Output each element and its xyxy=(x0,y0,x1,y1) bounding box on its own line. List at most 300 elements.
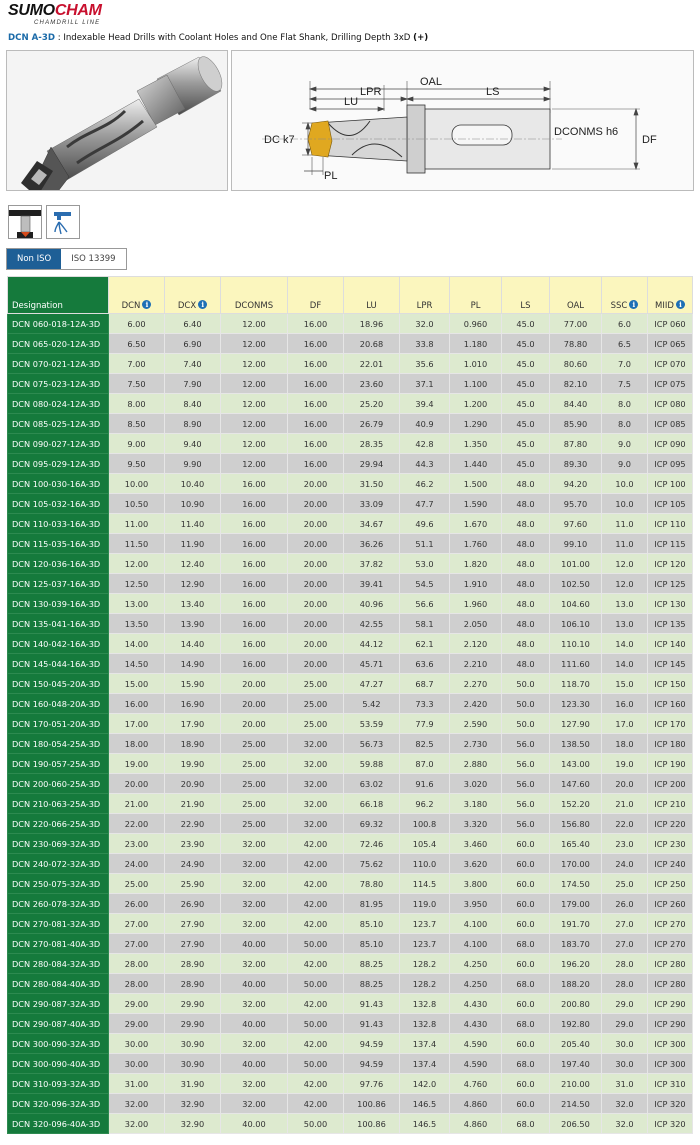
specification-table xyxy=(7,276,693,1134)
designation-cell[interactable]: DCN 280-084-40A-3D xyxy=(8,974,109,994)
value-cell-lu: 59.88 xyxy=(344,754,400,774)
value-cell-lu: 85.10 xyxy=(344,934,400,954)
value-cell-ssc: 15.0 xyxy=(602,674,648,694)
value-cell-miid: ICP 220 xyxy=(648,814,693,834)
designation-cell[interactable]: DCN 320-096-32A-3D xyxy=(8,1094,109,1114)
value-cell-oal: 191.70 xyxy=(550,914,602,934)
value-cell-ssc: 9.0 xyxy=(602,454,648,474)
value-cell-dcn: 24.00 xyxy=(109,854,165,874)
col-header-ssc[interactable]: SSC i xyxy=(602,277,648,314)
col-header-dconms[interactable]: DCONMS xyxy=(221,277,288,314)
value-cell-df: 16.00 xyxy=(288,314,344,334)
designation-cell[interactable]: DCN 125-037-16A-3D xyxy=(8,574,109,594)
value-cell-lpr: 39.4 xyxy=(400,394,450,414)
value-cell-dcx: 7.90 xyxy=(165,374,221,394)
value-cell-lu: 29.94 xyxy=(344,454,400,474)
table-row[interactable] xyxy=(8,834,693,854)
table-row[interactable] xyxy=(8,894,693,914)
info-icon[interactable]: i xyxy=(676,300,685,309)
value-cell-lu: 53.59 xyxy=(344,714,400,734)
designation-cell[interactable]: DCN 270-081-40A-3D xyxy=(8,934,109,954)
designation-cell[interactable]: DCN 150-045-20A-3D xyxy=(8,674,109,694)
value-cell-pl: 4.250 xyxy=(450,974,502,994)
value-cell-lpr: 123.7 xyxy=(400,934,450,954)
table-row[interactable] xyxy=(8,994,693,1014)
value-cell-dcx: 15.90 xyxy=(165,674,221,694)
value-cell-dcx: 27.90 xyxy=(165,934,221,954)
col-header-designation[interactable]: Designation xyxy=(8,277,109,314)
value-cell-ssc: 11.0 xyxy=(602,534,648,554)
value-cell-dconms: 12.00 xyxy=(221,454,288,474)
value-cell-dcx: 30.90 xyxy=(165,1034,221,1054)
table-row[interactable] xyxy=(8,914,693,934)
value-cell-dconms: 16.00 xyxy=(221,594,288,614)
value-cell-miid: ICP 135 xyxy=(648,614,693,634)
value-cell-pl: 3.460 xyxy=(450,834,502,854)
value-cell-ls: 48.0 xyxy=(502,594,550,614)
value-cell-ssc: 29.0 xyxy=(602,994,648,1014)
value-cell-lpr: 96.2 xyxy=(400,794,450,814)
value-cell-miid: ICP 260 xyxy=(648,894,693,914)
value-cell-dconms: 40.00 xyxy=(221,1014,288,1034)
designation-cell[interactable]: DCN 290-087-32A-3D xyxy=(8,994,109,1014)
value-cell-pl: 2.880 xyxy=(450,754,502,774)
tab-iso-13399[interactable]: ISO 13399 xyxy=(61,249,125,269)
value-cell-miid: ICP 140 xyxy=(648,634,693,654)
value-cell-dconms: 32.00 xyxy=(221,954,288,974)
value-cell-dcn: 14.50 xyxy=(109,654,165,674)
value-cell-dcx: 14.40 xyxy=(165,634,221,654)
value-cell-ls: 60.0 xyxy=(502,874,550,894)
value-cell-dcx: 28.90 xyxy=(165,954,221,974)
designation-cell[interactable]: DCN 250-075-32A-3D xyxy=(8,874,109,894)
value-cell-oal: 156.80 xyxy=(550,814,602,834)
table-row[interactable] xyxy=(8,614,693,634)
table-row[interactable] xyxy=(8,454,693,474)
designation-cell[interactable]: DCN 145-044-16A-3D xyxy=(8,654,109,674)
value-cell-lpr: 35.6 xyxy=(400,354,450,374)
value-cell-lu: 45.71 xyxy=(344,654,400,674)
col-header-df[interactable]: DF xyxy=(288,277,344,314)
value-cell-pl: 4.250 xyxy=(450,954,502,974)
value-cell-miid: ICP 060 xyxy=(648,314,693,334)
table-row[interactable] xyxy=(8,494,693,514)
value-cell-df: 50.00 xyxy=(288,1014,344,1034)
designation-cell[interactable]: DCN 180-054-25A-3D xyxy=(8,734,109,754)
value-cell-lu: 69.32 xyxy=(344,814,400,834)
value-cell-ssc: 11.0 xyxy=(602,514,648,534)
col-header-ls[interactable]: LS xyxy=(502,277,550,314)
value-cell-dcx: 8.90 xyxy=(165,414,221,434)
col-header-dcx[interactable]: DCX i xyxy=(165,277,221,314)
designation-cell[interactable]: DCN 300-090-40A-3D xyxy=(8,1054,109,1074)
value-cell-dcn: 10.50 xyxy=(109,494,165,514)
value-cell-dcn: 28.00 xyxy=(109,974,165,994)
table-row[interactable] xyxy=(8,474,693,494)
value-cell-miid: ICP 270 xyxy=(648,914,693,934)
value-cell-dconms: 25.00 xyxy=(221,754,288,774)
value-cell-miid: ICP 210 xyxy=(648,794,693,814)
value-cell-dcx: 13.40 xyxy=(165,594,221,614)
value-cell-oal: 87.80 xyxy=(550,434,602,454)
value-cell-lpr: 49.6 xyxy=(400,514,450,534)
value-cell-ssc: 23.0 xyxy=(602,834,648,854)
value-cell-lpr: 68.7 xyxy=(400,674,450,694)
col-header-pl[interactable]: PL xyxy=(450,277,502,314)
expand-toggle[interactable]: (+) xyxy=(413,33,429,43)
designation-cell[interactable]: DCN 135-041-16A-3D xyxy=(8,614,109,634)
value-cell-lpr: 87.0 xyxy=(400,754,450,774)
value-cell-dcx: 31.90 xyxy=(165,1074,221,1094)
value-cell-oal: 110.10 xyxy=(550,634,602,654)
value-cell-ssc: 10.0 xyxy=(602,474,648,494)
table-row[interactable] xyxy=(8,434,693,454)
col-header-oal[interactable]: OAL xyxy=(550,277,602,314)
value-cell-oal: 138.50 xyxy=(550,734,602,754)
standard-tabs xyxy=(6,248,127,270)
designation-cell[interactable]: DCN 130-039-16A-3D xyxy=(8,594,109,614)
value-cell-oal: 82.10 xyxy=(550,374,602,394)
value-cell-dconms: 25.00 xyxy=(221,814,288,834)
designation-cell[interactable]: DCN 120-036-16A-3D xyxy=(8,554,109,574)
product-image xyxy=(6,50,228,191)
value-cell-dcx: 28.90 xyxy=(165,974,221,994)
designation-cell[interactable]: DCN 170-051-20A-3D xyxy=(8,714,109,734)
value-cell-lu: 18.96 xyxy=(344,314,400,334)
shank-icon xyxy=(8,205,42,239)
value-cell-oal: 210.00 xyxy=(550,1074,602,1094)
table-row[interactable] xyxy=(8,314,693,334)
value-cell-ssc: 17.0 xyxy=(602,714,648,734)
table-row[interactable] xyxy=(8,734,693,754)
designation-cell[interactable]: DCN 200-060-25A-3D xyxy=(8,774,109,794)
value-cell-lpr: 105.4 xyxy=(400,834,450,854)
value-cell-lpr: 77.9 xyxy=(400,714,450,734)
value-cell-oal: 205.40 xyxy=(550,1034,602,1054)
table-row[interactable] xyxy=(8,854,693,874)
value-cell-oal: 84.40 xyxy=(550,394,602,414)
value-cell-ls: 45.0 xyxy=(502,414,550,434)
value-cell-dcn: 22.00 xyxy=(109,814,165,834)
designation-cell[interactable]: DCN 320-096-40A-3D xyxy=(8,1114,109,1134)
value-cell-dcn: 13.00 xyxy=(109,594,165,614)
value-cell-miid: ICP 150 xyxy=(648,674,693,694)
value-cell-dcn: 14.00 xyxy=(109,634,165,654)
value-cell-pl: 2.420 xyxy=(450,694,502,714)
table-row[interactable] xyxy=(8,974,693,994)
value-cell-lpr: 63.6 xyxy=(400,654,450,674)
col-header-lpr[interactable]: LPR xyxy=(400,277,450,314)
table-row[interactable] xyxy=(8,794,693,814)
value-cell-dconms: 12.00 xyxy=(221,414,288,434)
value-cell-ssc: 21.0 xyxy=(602,794,648,814)
value-cell-oal: 77.00 xyxy=(550,314,602,334)
value-cell-dconms: 12.00 xyxy=(221,334,288,354)
value-cell-lpr: 100.8 xyxy=(400,814,450,834)
table-row[interactable] xyxy=(8,1014,693,1034)
table-row[interactable] xyxy=(8,534,693,554)
value-cell-ssc: 32.0 xyxy=(602,1114,648,1134)
value-cell-ls: 68.0 xyxy=(502,934,550,954)
designation-cell[interactable]: DCN 290-087-40A-3D xyxy=(8,1014,109,1034)
value-cell-lpr: 82.5 xyxy=(400,734,450,754)
table-row[interactable] xyxy=(8,714,693,734)
table-row[interactable] xyxy=(8,754,693,774)
value-cell-ssc: 6.5 xyxy=(602,334,648,354)
designation-cell[interactable]: DCN 065-020-12A-3D xyxy=(8,334,109,354)
value-cell-lpr: 32.0 xyxy=(400,314,450,334)
value-cell-miid: ICP 230 xyxy=(648,834,693,854)
value-cell-dconms: 32.00 xyxy=(221,834,288,854)
value-cell-df: 16.00 xyxy=(288,354,344,374)
value-cell-dcn: 6.50 xyxy=(109,334,165,354)
value-cell-oal: 104.60 xyxy=(550,594,602,614)
table-body xyxy=(8,314,693,1134)
value-cell-lpr: 128.2 xyxy=(400,954,450,974)
value-cell-df: 50.00 xyxy=(288,974,344,994)
value-cell-dcn: 10.00 xyxy=(109,474,165,494)
designation-cell[interactable]: DCN 100-030-16A-3D xyxy=(8,474,109,494)
value-cell-pl: 3.620 xyxy=(450,854,502,874)
designation-cell[interactable]: DCN 310-093-32A-3D xyxy=(8,1074,109,1094)
value-cell-ssc: 19.0 xyxy=(602,754,648,774)
table-row[interactable] xyxy=(8,594,693,614)
info-icon[interactable]: i xyxy=(198,300,207,309)
value-cell-pl: 4.760 xyxy=(450,1074,502,1094)
table-row[interactable] xyxy=(8,374,693,394)
value-cell-ls: 68.0 xyxy=(502,974,550,994)
table-row[interactable] xyxy=(8,354,693,374)
value-cell-dconms: 32.00 xyxy=(221,1094,288,1114)
table-row[interactable] xyxy=(8,514,693,534)
designation-cell[interactable]: DCN 260-078-32A-3D xyxy=(8,894,109,914)
value-cell-lu: 75.62 xyxy=(344,854,400,874)
value-cell-pl: 1.670 xyxy=(450,514,502,534)
value-cell-df: 25.00 xyxy=(288,714,344,734)
value-cell-pl: 2.730 xyxy=(450,734,502,754)
table-row[interactable] xyxy=(8,674,693,694)
value-cell-ls: 48.0 xyxy=(502,494,550,514)
table-row[interactable] xyxy=(8,774,693,794)
coolant-icon xyxy=(46,205,80,239)
designation-cell[interactable]: DCN 105-032-16A-3D xyxy=(8,494,109,514)
col-header-lu[interactable]: LU xyxy=(344,277,400,314)
info-icon[interactable]: i xyxy=(142,300,151,309)
value-cell-df: 20.00 xyxy=(288,654,344,674)
value-cell-ls: 45.0 xyxy=(502,394,550,414)
value-cell-oal: 102.50 xyxy=(550,574,602,594)
value-cell-oal: 196.20 xyxy=(550,954,602,974)
value-cell-dcx: 29.90 xyxy=(165,994,221,1014)
value-cell-df: 32.00 xyxy=(288,754,344,774)
value-cell-lpr: 47.7 xyxy=(400,494,450,514)
value-cell-ls: 68.0 xyxy=(502,1014,550,1034)
value-cell-dcx: 21.90 xyxy=(165,794,221,814)
value-cell-dcn: 13.50 xyxy=(109,614,165,634)
designation-cell[interactable]: DCN 085-025-12A-3D xyxy=(8,414,109,434)
table-row[interactable] xyxy=(8,654,693,674)
value-cell-dcx: 6.40 xyxy=(165,314,221,334)
value-cell-df: 32.00 xyxy=(288,734,344,754)
value-cell-pl: 0.960 xyxy=(450,314,502,334)
designation-cell[interactable]: DCN 240-072-32A-3D xyxy=(8,854,109,874)
designation-cell[interactable]: DCN 095-029-12A-3D xyxy=(8,454,109,474)
value-cell-dcn: 8.50 xyxy=(109,414,165,434)
designation-cell[interactable]: DCN 090-027-12A-3D xyxy=(8,434,109,454)
table-row[interactable] xyxy=(8,574,693,594)
value-cell-pl: 3.320 xyxy=(450,814,502,834)
value-cell-dconms: 40.00 xyxy=(221,934,288,954)
value-cell-lpr: 91.6 xyxy=(400,774,450,794)
value-cell-ssc: 7.0 xyxy=(602,354,648,374)
designation-cell[interactable]: DCN 140-042-16A-3D xyxy=(8,634,109,654)
value-cell-pl: 1.200 xyxy=(450,394,502,414)
value-cell-miid: ICP 105 xyxy=(648,494,693,514)
value-cell-ssc: 6.0 xyxy=(602,314,648,334)
value-cell-df: 16.00 xyxy=(288,374,344,394)
value-cell-dconms: 32.00 xyxy=(221,1074,288,1094)
value-cell-lu: 72.46 xyxy=(344,834,400,854)
value-cell-lu: 97.76 xyxy=(344,1074,400,1094)
value-cell-lpr: 62.1 xyxy=(400,634,450,654)
value-cell-pl: 4.430 xyxy=(450,994,502,1014)
value-cell-pl: 1.290 xyxy=(450,414,502,434)
value-cell-ssc: 28.0 xyxy=(602,954,648,974)
value-cell-lpr: 123.7 xyxy=(400,914,450,934)
product-description: Indexable Head Drills with Coolant Holes and One Flat Shank, Drilling Depth 3xD xyxy=(63,33,411,43)
designation-cell[interactable]: DCN 080-024-12A-3D xyxy=(8,394,109,414)
table-row[interactable] xyxy=(8,1094,693,1114)
value-cell-lpr: 142.0 xyxy=(400,1074,450,1094)
value-cell-ssc: 16.0 xyxy=(602,694,648,714)
table-row[interactable] xyxy=(8,954,693,974)
value-cell-dcn: 23.00 xyxy=(109,834,165,854)
value-cell-oal: 95.70 xyxy=(550,494,602,514)
value-cell-lpr: 137.4 xyxy=(400,1034,450,1054)
value-cell-df: 42.00 xyxy=(288,954,344,974)
table-row[interactable] xyxy=(8,334,693,354)
table-row[interactable] xyxy=(8,634,693,654)
value-cell-oal: 97.60 xyxy=(550,514,602,534)
value-cell-ls: 48.0 xyxy=(502,474,550,494)
value-cell-df: 50.00 xyxy=(288,1054,344,1074)
value-cell-miid: ICP 070 xyxy=(648,354,693,374)
value-cell-dconms: 16.00 xyxy=(221,474,288,494)
value-cell-dcx: 8.40 xyxy=(165,394,221,414)
value-cell-ssc: 30.0 xyxy=(602,1054,648,1074)
table-row[interactable] xyxy=(8,394,693,414)
designation-cell[interactable]: DCN 270-081-32A-3D xyxy=(8,914,109,934)
designation-cell[interactable]: DCN 110-033-16A-3D xyxy=(8,514,109,534)
value-cell-ls: 45.0 xyxy=(502,434,550,454)
value-cell-ssc: 14.0 xyxy=(602,654,648,674)
value-cell-df: 20.00 xyxy=(288,634,344,654)
table-row[interactable] xyxy=(8,1074,693,1094)
table-row[interactable] xyxy=(8,414,693,434)
value-cell-pl: 4.590 xyxy=(450,1054,502,1074)
value-cell-dconms: 12.00 xyxy=(221,394,288,414)
table-row[interactable] xyxy=(8,1034,693,1054)
dim-label-dc: DC k7 xyxy=(264,134,295,146)
info-icon[interactable]: i xyxy=(629,300,638,309)
value-cell-dcn: 31.00 xyxy=(109,1074,165,1094)
value-cell-miid: ICP 130 xyxy=(648,594,693,614)
table-row[interactable] xyxy=(8,814,693,834)
table-row[interactable] xyxy=(8,694,693,714)
value-cell-miid: ICP 320 xyxy=(648,1114,693,1134)
table-row[interactable] xyxy=(8,874,693,894)
value-cell-pl: 4.100 xyxy=(450,914,502,934)
value-cell-oal: 183.70 xyxy=(550,934,602,954)
designation-cell[interactable]: DCN 230-069-32A-3D xyxy=(8,834,109,854)
value-cell-oal: 118.70 xyxy=(550,674,602,694)
value-cell-pl: 1.010 xyxy=(450,354,502,374)
logo-tagline: CHAMDRILL LINE xyxy=(34,20,101,26)
designation-cell[interactable]: DCN 060-018-12A-3D xyxy=(8,314,109,334)
value-cell-dcx: 9.40 xyxy=(165,434,221,454)
designation-cell[interactable]: DCN 160-048-20A-3D xyxy=(8,694,109,714)
value-cell-dcn: 28.00 xyxy=(109,954,165,974)
designation-cell[interactable]: DCN 115-035-16A-3D xyxy=(8,534,109,554)
value-cell-dcn: 29.00 xyxy=(109,994,165,1014)
value-cell-oal: 106.10 xyxy=(550,614,602,634)
value-cell-dcx: 17.90 xyxy=(165,714,221,734)
value-cell-ls: 60.0 xyxy=(502,1094,550,1114)
table-row[interactable] xyxy=(8,1054,693,1074)
value-cell-dcx: 6.90 xyxy=(165,334,221,354)
value-cell-miid: ICP 290 xyxy=(648,1014,693,1034)
designation-cell[interactable]: DCN 300-090-32A-3D xyxy=(8,1034,109,1054)
value-cell-dcn: 16.00 xyxy=(109,694,165,714)
value-cell-pl: 1.180 xyxy=(450,334,502,354)
tab-non-iso[interactable]: Non ISO xyxy=(7,249,61,269)
table-row[interactable] xyxy=(8,1114,693,1134)
value-cell-lpr: 110.0 xyxy=(400,854,450,874)
value-cell-miid: ICP 095 xyxy=(648,454,693,474)
designation-cell[interactable]: DCN 075-023-12A-3D xyxy=(8,374,109,394)
value-cell-lpr: 146.5 xyxy=(400,1094,450,1114)
col-header-miid[interactable]: MIID i xyxy=(648,277,693,314)
col-header-dcn[interactable]: DCN i xyxy=(109,277,165,314)
value-cell-lu: 88.25 xyxy=(344,974,400,994)
value-cell-ls: 50.0 xyxy=(502,674,550,694)
value-cell-dcx: 26.90 xyxy=(165,894,221,914)
table-row[interactable] xyxy=(8,934,693,954)
designation-cell[interactable]: DCN 190-057-25A-3D xyxy=(8,754,109,774)
value-cell-df: 42.00 xyxy=(288,834,344,854)
value-cell-oal: 188.20 xyxy=(550,974,602,994)
value-cell-df: 20.00 xyxy=(288,614,344,634)
value-cell-dcn: 30.00 xyxy=(109,1034,165,1054)
value-cell-dcx: 30.90 xyxy=(165,1054,221,1074)
designation-cell[interactable]: DCN 210-063-25A-3D xyxy=(8,794,109,814)
designation-cell[interactable]: DCN 280-084-32A-3D xyxy=(8,954,109,974)
designation-cell[interactable]: DCN 070-021-12A-3D xyxy=(8,354,109,374)
designation-cell[interactable]: DCN 220-066-25A-3D xyxy=(8,814,109,834)
value-cell-pl: 1.100 xyxy=(450,374,502,394)
value-cell-pl: 2.590 xyxy=(450,714,502,734)
value-cell-ls: 48.0 xyxy=(502,654,550,674)
value-cell-dcn: 19.00 xyxy=(109,754,165,774)
value-cell-oal: 214.50 xyxy=(550,1094,602,1114)
value-cell-dconms: 40.00 xyxy=(221,1054,288,1074)
value-cell-df: 32.00 xyxy=(288,794,344,814)
table-row[interactable] xyxy=(8,554,693,574)
value-cell-dconms: 12.00 xyxy=(221,354,288,374)
value-cell-dconms: 16.00 xyxy=(221,634,288,654)
value-cell-ls: 60.0 xyxy=(502,834,550,854)
value-cell-dcn: 15.00 xyxy=(109,674,165,694)
